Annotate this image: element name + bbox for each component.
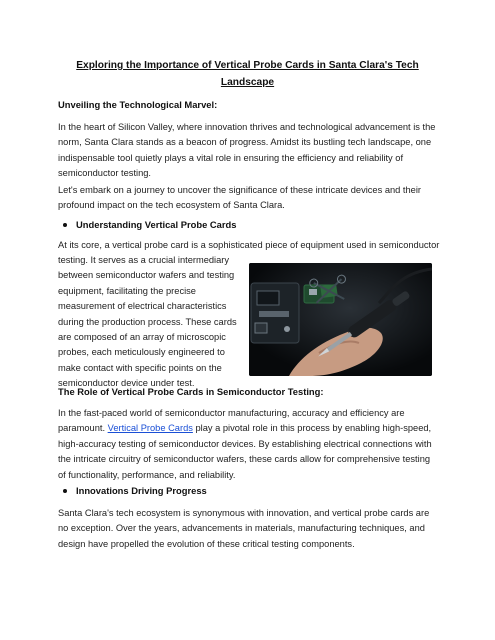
bullet-dot-icon: [63, 489, 67, 493]
bullet-understanding: [76, 218, 236, 232]
paragraph-innovation: Santa Clara's tech ecosystem is synonymous with innovation, and vertical probe cards are no exception. Over the years, advancements in materials, manufacturing techniques, and design have propelled the evolution of these critical testing components.: [58, 508, 430, 549]
paragraph-core-rest: testing. It serves as a crucial intermediary between semiconductor wafers and testing equipment, facilitating the precise measurement of electrical characteristics during the production process. These cards are composed of an array of microscopic probes, each meticulously engineered to make contact with specific points on the semiconductor device under test.: [58, 255, 237, 389]
section-heading-role: The Role of Vertical Probe Cards in Semiconductor Testing:: [58, 386, 324, 397]
soldering-iron-image: [249, 263, 432, 376]
section-heading-unveiling: Unveiling the Technological Marvel:: [58, 99, 218, 110]
paragraph-role: [58, 406, 438, 483]
paragraph-intro: In the heart of Silicon Valley, where innovation thrives and technological advancement is the norm, Santa Clara stands as a beacon of progress. Amidst its bustling tech landscape, one indispensable tool quietly plays a vital role in ensuring the efficiency and reliability of semiconductor testing.: [58, 122, 436, 179]
paragraph-journey: Let's embark on a journey to uncover the significance of these intricate devices and their profound impact on the tech ecosystem of Santa Clara.: [58, 185, 422, 211]
paragraph-role-text-b: play a pivotal role in this process by enabling high-speed, high-accuracy testing of semiconductor devices. By establishing electrical connections with the intricate circuitry of semiconductor wafers, these cards allow for comprehensive testing of functionality, performance, and reliability.: [58, 423, 432, 480]
bullet-innovations-label: Innovations Driving Progress: [76, 485, 207, 496]
document-title: Exploring the Importance of Vertical Probe Cards in Santa Clara's Tech Landscape: [76, 60, 419, 88]
bullet-innovations: [76, 484, 207, 498]
bullet-understanding-label: Understanding Vertical Probe Cards: [76, 219, 237, 230]
vertical-probe-cards-link[interactable]: Vertical Probe Cards: [107, 423, 193, 434]
paragraph-role-text-a: In the fast-paced world of semiconductor manufacturing, accuracy and efficiency are paramount.: [58, 408, 405, 434]
bullet-dot-icon: [63, 223, 67, 227]
paragraph-core-line1: At its core, a vertical probe card is a sophisticated piece of equipment used in semiconductor: [58, 240, 440, 250]
